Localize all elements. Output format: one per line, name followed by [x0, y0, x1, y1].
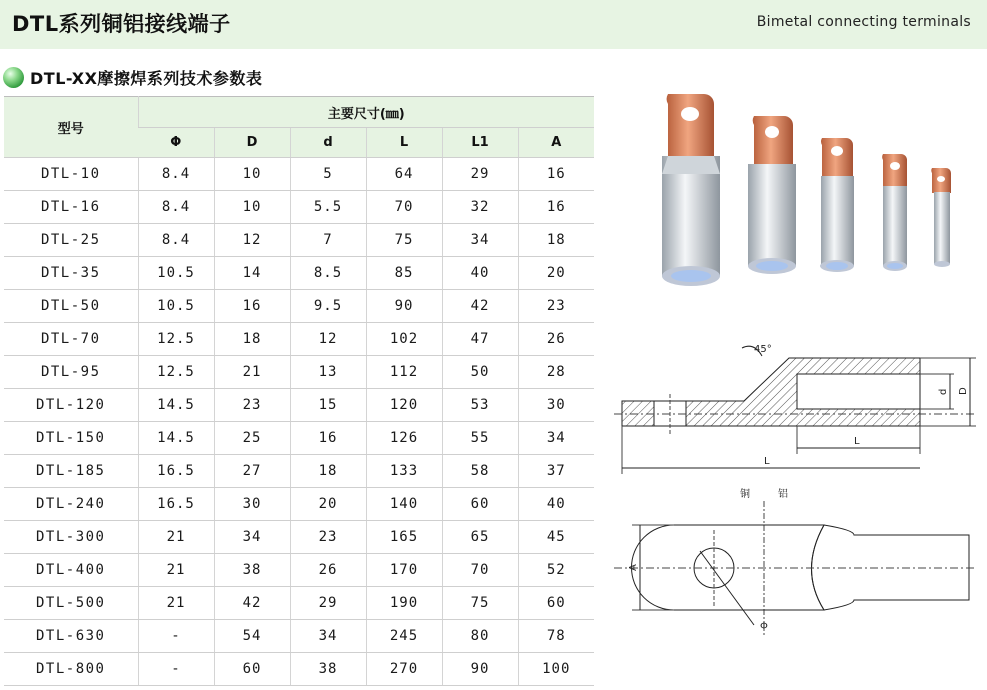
value-cell: 90 [442, 653, 518, 686]
terminals-photo-icon [640, 86, 970, 301]
value-cell: 21 [138, 587, 214, 620]
value-cell: 15 [290, 389, 366, 422]
table-row [4, 257, 594, 290]
value-cell: 10 [214, 158, 290, 191]
value-cell: 190 [366, 587, 442, 620]
value-cell: 7 [290, 224, 366, 257]
value-cell: 16 [518, 158, 594, 191]
dim-d-label: d [938, 388, 949, 395]
value-cell: 126 [366, 422, 442, 455]
value-cell: 27 [214, 455, 290, 488]
value-cell: 5.5 [290, 191, 366, 224]
column-header: D [214, 128, 290, 158]
page-subtitle: Bimetal connecting terminals [756, 14, 971, 30]
value-cell: 80 [442, 620, 518, 653]
value-cell: 90 [366, 290, 442, 323]
value-cell: 270 [366, 653, 442, 686]
model-header: 型号 [4, 97, 138, 158]
value-cell: 29 [290, 587, 366, 620]
table-row [4, 587, 594, 620]
value-cell: 70 [442, 554, 518, 587]
model-cell: DTL-240 [4, 488, 138, 521]
value-cell: 70 [366, 191, 442, 224]
table-row [4, 290, 594, 323]
column-header: L [366, 128, 442, 158]
table-row [4, 158, 594, 191]
table-row [4, 455, 594, 488]
value-cell: 9.5 [290, 290, 366, 323]
model-cell: DTL-500 [4, 587, 138, 620]
copper-label: 铜 [740, 489, 750, 500]
value-cell: 75 [442, 587, 518, 620]
value-cell: 18 [214, 323, 290, 356]
green-bullet-icon [3, 67, 24, 88]
model-cell: DTL-800 [4, 653, 138, 686]
value-cell: 26 [290, 554, 366, 587]
value-cell: 23 [214, 389, 290, 422]
value-cell: 55 [442, 422, 518, 455]
value-cell: 85 [366, 257, 442, 290]
table-row [4, 521, 594, 554]
value-cell: 30 [214, 488, 290, 521]
side-section-diagram [614, 336, 984, 486]
value-cell: 26 [518, 323, 594, 356]
value-cell: 60 [518, 587, 594, 620]
value-cell: 14.5 [138, 389, 214, 422]
value-cell: 34 [214, 521, 290, 554]
value-cell: 23 [290, 521, 366, 554]
value-cell: 245 [366, 620, 442, 653]
value-cell: 10.5 [138, 257, 214, 290]
table-body [4, 158, 594, 686]
model-cell: DTL-300 [4, 521, 138, 554]
value-cell: 75 [366, 224, 442, 257]
model-cell: DTL-16 [4, 191, 138, 224]
value-cell: 18 [518, 224, 594, 257]
value-cell: 30 [518, 389, 594, 422]
dim-L1-label: L [854, 436, 860, 447]
table-row [4, 323, 594, 356]
value-cell: 16 [518, 191, 594, 224]
value-cell: 21 [138, 554, 214, 587]
value-cell: 38 [290, 653, 366, 686]
column-header: L1 [442, 128, 518, 158]
top-view-diagram [614, 485, 984, 640]
value-cell: 34 [290, 620, 366, 653]
spec-table [4, 96, 594, 686]
value-cell: 78 [518, 620, 594, 653]
value-cell: 112 [366, 356, 442, 389]
model-cell: DTL-630 [4, 620, 138, 653]
value-cell: 64 [366, 158, 442, 191]
value-cell: 10.5 [138, 290, 214, 323]
value-cell: 12.5 [138, 323, 214, 356]
model-cell: DTL-70 [4, 323, 138, 356]
value-cell: 37 [518, 455, 594, 488]
value-cell: 21 [214, 356, 290, 389]
value-cell: 42 [442, 290, 518, 323]
dim-L-label: L [764, 456, 770, 467]
value-cell: 40 [442, 257, 518, 290]
table-row [4, 191, 594, 224]
value-cell: 52 [518, 554, 594, 587]
table-row [4, 620, 594, 653]
dim-D-label: D [958, 387, 969, 395]
column-header: d [290, 128, 366, 158]
value-cell: 16 [214, 290, 290, 323]
section-heading [3, 64, 262, 90]
value-cell: 23 [518, 290, 594, 323]
table-row [4, 554, 594, 587]
angle-label: 45° [754, 344, 772, 355]
value-cell: 120 [366, 389, 442, 422]
value-cell: 100 [518, 653, 594, 686]
table-row [4, 224, 594, 257]
table-row [4, 389, 594, 422]
value-cell: 25 [214, 422, 290, 455]
value-cell: 54 [214, 620, 290, 653]
column-header: A [518, 128, 594, 158]
value-cell: 16.5 [138, 488, 214, 521]
value-cell: 34 [442, 224, 518, 257]
column-header: Φ [138, 128, 214, 158]
value-cell: 20 [290, 488, 366, 521]
value-cell: 14 [214, 257, 290, 290]
product-photo [640, 86, 970, 301]
value-cell: - [138, 653, 214, 686]
dimension-group-header: 主要尺寸(㎜) [138, 97, 594, 128]
value-cell: 102 [366, 323, 442, 356]
value-cell: 20 [518, 257, 594, 290]
value-cell: 45 [518, 521, 594, 554]
value-cell: 8.4 [138, 191, 214, 224]
value-cell: 42 [214, 587, 290, 620]
value-cell: - [138, 620, 214, 653]
value-cell: 60 [442, 488, 518, 521]
value-cell: 165 [366, 521, 442, 554]
value-cell: 13 [290, 356, 366, 389]
value-cell: 40 [518, 488, 594, 521]
value-cell: 38 [214, 554, 290, 587]
value-cell: 34 [518, 422, 594, 455]
value-cell: 14.5 [138, 422, 214, 455]
model-cell: DTL-185 [4, 455, 138, 488]
page-title: DTL系列铜铝接线端子 [12, 12, 231, 36]
value-cell: 8.5 [290, 257, 366, 290]
value-cell: 50 [442, 356, 518, 389]
value-cell: 170 [366, 554, 442, 587]
value-cell: 8.4 [138, 224, 214, 257]
value-cell: 133 [366, 455, 442, 488]
value-cell: 10 [214, 191, 290, 224]
value-cell: 8.4 [138, 158, 214, 191]
value-cell: 5 [290, 158, 366, 191]
value-cell: 29 [442, 158, 518, 191]
model-cell: DTL-25 [4, 224, 138, 257]
value-cell: 60 [214, 653, 290, 686]
model-cell: DTL-150 [4, 422, 138, 455]
value-cell: 53 [442, 389, 518, 422]
value-cell: 18 [290, 455, 366, 488]
model-cell: DTL-95 [4, 356, 138, 389]
aluminum-label: 铝 [778, 489, 788, 500]
model-cell: DTL-400 [4, 554, 138, 587]
phi-label: Φ [760, 621, 768, 632]
value-cell: 12.5 [138, 356, 214, 389]
dim-A-label: A [628, 564, 639, 571]
table-row [4, 356, 594, 389]
value-cell: 16 [290, 422, 366, 455]
table-row [4, 422, 594, 455]
value-cell: 16.5 [138, 455, 214, 488]
value-cell: 21 [138, 521, 214, 554]
value-cell: 28 [518, 356, 594, 389]
model-cell: DTL-10 [4, 158, 138, 191]
value-cell: 58 [442, 455, 518, 488]
table-row [4, 488, 594, 521]
value-cell: 47 [442, 323, 518, 356]
model-cell: DTL-50 [4, 290, 138, 323]
model-cell: DTL-35 [4, 257, 138, 290]
value-cell: 12 [214, 224, 290, 257]
value-cell: 140 [366, 488, 442, 521]
table-row [4, 653, 594, 686]
section-title: DTL-XX摩擦焊系列技术参数表 [30, 68, 263, 88]
value-cell: 65 [442, 521, 518, 554]
value-cell: 12 [290, 323, 366, 356]
model-cell: DTL-120 [4, 389, 138, 422]
value-cell: 32 [442, 191, 518, 224]
